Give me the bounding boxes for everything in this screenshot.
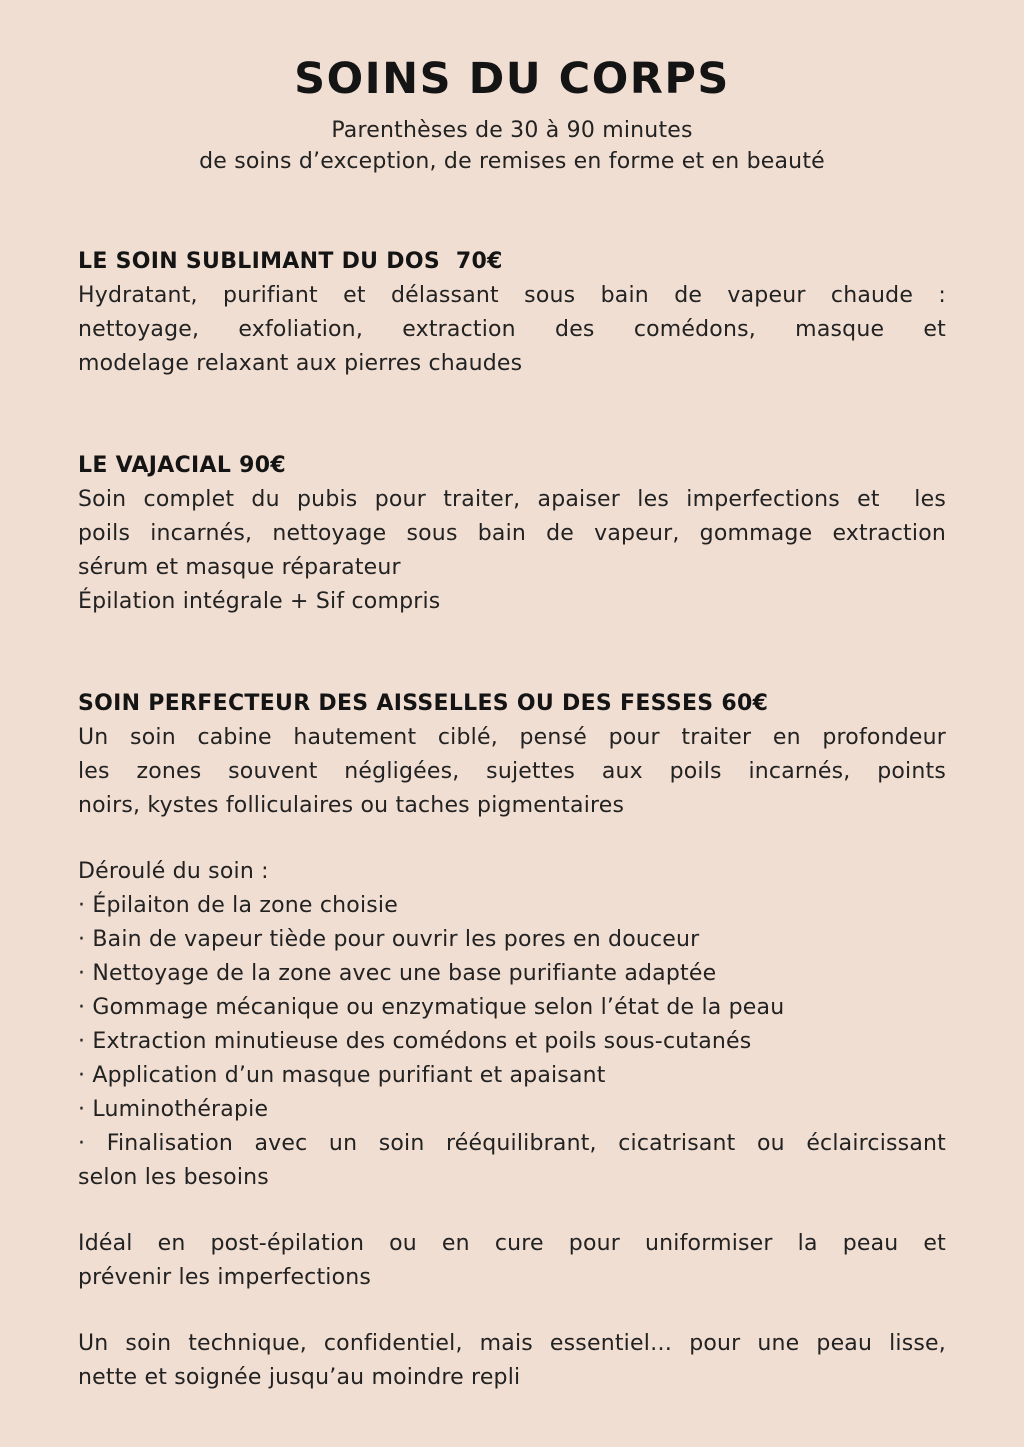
treatment-paragraph — [78, 1327, 946, 1395]
treatment-heading: SOIN PERFECTEUR DES AISSELLES OU DES FESSES 60€ — [78, 691, 769, 716]
text-line: Épilation intégrale + Sif compris — [78, 589, 441, 614]
page-title: SOINS DU CORPS — [294, 54, 730, 104]
treatment-heading: LE SOIN SUBLIMANT DU DOS 70€ — [78, 249, 503, 274]
treatment-step — [78, 1025, 946, 1059]
text-line: Hydratant, purifiant et délassant sous bain de vapeur chaude : — [78, 283, 946, 308]
treatment-step — [78, 923, 946, 957]
treatment-section-soin-perfecteur-aisselles-ou-fesses — [78, 687, 946, 1395]
text-line: · Finalisation avec un soin rééquilibrant, cicatrisant ou éclaircissant — [78, 1131, 946, 1156]
text-line: Un soin technique, confidentiel, mais essentiel… pour une peau lisse, — [78, 1331, 946, 1356]
treatment-step — [78, 957, 946, 991]
treatment-paragraph — [78, 483, 946, 585]
text-line: · Luminothérapie — [78, 1097, 269, 1122]
text-line: nettoyage, exfoliation, extraction des comédons, masque et — [78, 317, 946, 342]
text-line: · Nettoyage de la zone avec une base purifiante adaptée — [78, 961, 717, 986]
text-line: sérum et masque réparateur — [78, 555, 401, 580]
text-line: poils incarnés, nettoyage sous bain de vapeur, gommage extraction — [78, 521, 946, 546]
page-header — [78, 55, 946, 177]
treatment-step — [78, 1059, 946, 1093]
treatment-heading: LE VAJACIAL 90€ — [78, 453, 286, 478]
page-subtitle-line1: Parenthèses de 30 à 90 minutes — [331, 118, 693, 143]
text-line: les zones souvent négligées, sujettes aux poils incarnés, points — [78, 759, 946, 784]
text-line: · Extraction minutieuse des comédons et poils sous-cutanés — [78, 1029, 752, 1054]
treatment-paragraph — [78, 855, 946, 889]
text-line: · Application d’un masque purifiant et apaisant — [78, 1063, 606, 1088]
text-line: · Gommage mécanique ou enzymatique selon l’état de la peau — [78, 995, 785, 1020]
page-subtitle-line2: de soins d’exception, de remises en forme et en beauté — [199, 149, 825, 174]
text-line: Un soin cabine hautement ciblé, pensé pour traiter en profondeur — [78, 725, 946, 750]
text-line: Soin complet du pubis pour traiter, apaiser les imperfections et les — [78, 487, 946, 512]
page-subtitle — [78, 115, 946, 177]
treatment-section-vajacial — [78, 449, 946, 619]
treatment-paragraph — [78, 721, 946, 823]
text-line: selon les besoins — [78, 1165, 269, 1190]
treatment-paragraph — [78, 279, 946, 381]
text-line: modelage relaxant aux pierres chaudes — [78, 351, 523, 376]
treatment-paragraph — [78, 585, 946, 619]
treatments-list — [78, 245, 946, 1395]
treatment-paragraph — [78, 1227, 946, 1295]
treatment-step — [78, 889, 946, 923]
treatment-step — [78, 1127, 946, 1195]
text-line: Idéal en post-épilation ou en cure pour uniformiser la peau et — [78, 1231, 946, 1256]
treatment-step — [78, 991, 946, 1025]
treatment-section-soin-sublimant-du-dos — [78, 245, 946, 381]
text-line: Déroulé du soin : — [78, 859, 269, 884]
text-line: · Bain de vapeur tiède pour ouvrir les pores en douceur — [78, 927, 700, 952]
text-line: · Épilaiton de la zone choisie — [78, 893, 398, 918]
text-line: prévenir les imperfections — [78, 1265, 372, 1290]
text-line: noirs, kystes folliculaires ou taches pigmentaires — [78, 793, 625, 818]
treatment-step — [78, 1093, 946, 1127]
text-line: nette et soignée jusqu’au moindre repli — [78, 1365, 521, 1390]
